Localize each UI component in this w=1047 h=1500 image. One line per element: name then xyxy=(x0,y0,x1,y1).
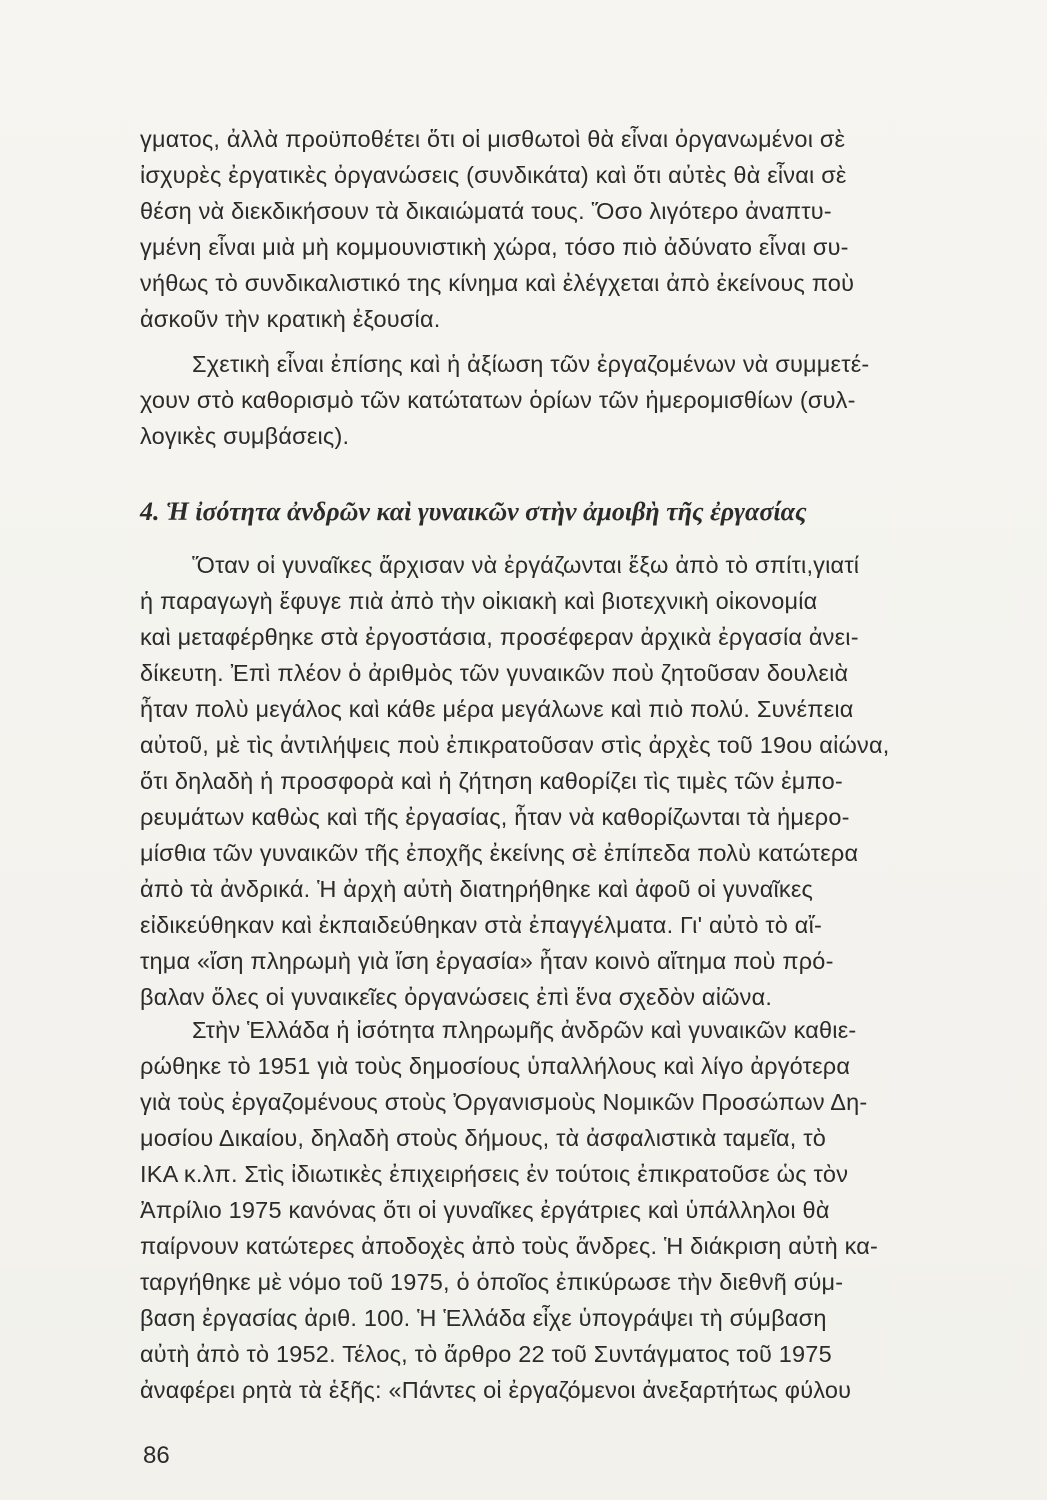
text-line: Στὴν Ἑλλάδα ἡ ἰσότητα πληρωμῆς ἀνδρῶν καὶ γυναικῶν καθιε- xyxy=(192,1017,857,1043)
text-line: ρώθηκε τὸ 1951 γιὰ τοὺς δημοσίους ὑπαλλήλους καὶ λίγο ἀργότερα xyxy=(140,1053,851,1079)
text-line: γματος, ἀλλὰ προϋποθέτει ὅτι οἱ μισθωτοὶ θὰ εἶναι ὀργανωμένοι σὲ xyxy=(140,126,846,152)
text-line: ἦταν πολὺ μεγάλος καὶ κάθε μέρα μεγάλωνε καὶ πιὸ πολύ. Συνέπεια xyxy=(140,696,854,722)
text-line: δίκευτη. Ἐπὶ πλέον ὁ ἀριθμὸς τῶν γυναικῶν ποὺ ζητοῦσαν δουλειὰ xyxy=(140,660,849,686)
text-line: Ἀπρίλιο 1975 κανόνας ὅτι οἱ γυναῖκες ἐργάτριες καὶ ὑπάλληλοι θὰ xyxy=(140,1197,830,1223)
text-line: Ὅταν οἱ γυναῖκες ἄρχισαν νὰ ἐργάζωνται ἔξω ἀπὸ τὸ σπίτι,γιατί xyxy=(192,552,860,578)
text-line: ρευμάτων καθὼς καὶ τῆς ἐργασίας, ἦταν νὰ καθορίζωνται τὰ ἡμερο- xyxy=(140,804,850,830)
text-line: ἡ παραγωγὴ ἔφυγε πιὰ ἀπὸ τὴν οἰκιακὴ καὶ βιοτεχνικὴ οἰκονομία xyxy=(140,588,818,614)
text-line: γιὰ τοὺς ἐργαζομένους στοὺς Ὀργανισμοὺς Νομικῶν Προσώπων Δη- xyxy=(140,1089,868,1115)
text-line: παίρνουν κατώτερες ἀποδοχὲς ἀπὸ τοὺς ἄνδρες. Ἡ διάκριση αὐτὴ κα- xyxy=(140,1233,879,1259)
text-line: μίσθια τῶν γυναικῶν τῆς ἐποχῆς ἐκείνης σὲ ἐπίπεδα πολὺ κατώτερα xyxy=(140,840,859,866)
paragraph-2 xyxy=(140,346,1010,454)
paragraph-3 xyxy=(140,547,1010,1015)
text-line: τημα «ἴση πληρωμὴ γιὰ ἴση ἐργασία» ἦταν κοινὸ αἴτημα ποὺ πρό- xyxy=(140,948,834,974)
text-line: χουν στὸ καθορισμὸ τῶν κατώτατων ὁρίων τῶν ἡμερομισθίων (συλ- xyxy=(140,387,856,413)
paragraph-4 xyxy=(140,1012,1010,1408)
text-line: θέση νὰ διεκδικήσουν τὰ δικαιώματά τους. Ὅσο λιγότερο ἀναπτυ- xyxy=(140,198,832,224)
text-line: ἀσκοῦν τὴν κρατικὴ ἐξουσία. xyxy=(140,306,441,332)
text-line: καὶ μεταφέρθηκε στὰ ἐργοστάσια, προσέφεραν ἀρχικὰ ἐργασία ἀνει- xyxy=(140,624,859,650)
paragraph-1 xyxy=(140,121,1010,337)
text-line: Σχετικὴ εἶναι ἐπίσης καὶ ἡ ἀξίωση τῶν ἐργαζομένων νὰ συμμετέ- xyxy=(192,351,870,377)
page-number: 86 xyxy=(143,1442,170,1469)
text-line: ΙΚΑ κ.λπ. Στὶς ἰδιωτικὲς ἐπιχειρήσεις ἐν τούτοις ἐπικρατοῦσε ὡς τὸν xyxy=(140,1161,849,1187)
text-line: νήθως τὸ συνδικαλιστικό της κίνημα καὶ ἐλέγχεται ἀπὸ ἐκείνους ποὺ xyxy=(140,270,855,296)
text-line: ἰσχυρὲς ἐργατικὲς ὀργανώσεις (συνδικάτα) καὶ ὅτι αὐτὲς θὰ εἶναι σὲ xyxy=(140,162,847,188)
text-line: αὐτοῦ, μὲ τὶς ἀντιλήψεις ποὺ ἐπικρατοῦσαν στὶς ἀρχὲς τοῦ 19ου αἰώνα, xyxy=(140,732,890,758)
text-line: λογικὲς συμβάσεις). xyxy=(140,423,350,449)
text-line: ἀναφέρει ρητὰ τὰ ἑξῆς: «Πάντες οἱ ἐργαζόμενοι ἀνεξαρτήτως φύλου xyxy=(140,1377,852,1403)
section-heading: 4. Ἡ ἰσότητα ἀνδρῶν καὶ γυναικῶν στὴν ἀμοιβὴ τῆς ἐργασίας xyxy=(140,497,807,526)
text-line: ἀπὸ τὰ ἀνδρικά. Ἡ ἀρχὴ αὐτὴ διατηρήθηκε καὶ ἀφοῦ οἱ γυναῖκες xyxy=(140,876,814,902)
text-line: ταργήθηκε μὲ νόμο τοῦ 1975, ὁ ὁποῖος ἐπικύρωσε τὴν διεθνῆ σύμ- xyxy=(140,1269,844,1295)
text-line: γμένη εἶναι μιὰ μὴ κομμουνιστικὴ χώρα, τόσο πιὸ ἀδύνατο εἶναι συ- xyxy=(140,234,849,260)
text-line: βαση ἐργασίας ἀριθ. 100. Ἡ Ἑλλάδα εἶχε ὑπογράψει τὴ σύμβαση xyxy=(140,1305,827,1331)
text-line: βαλαν ὅλες οἱ γυναικεῖες ὀργανώσεις ἐπὶ ἕνα σχεδὸν αἰῶνα. xyxy=(140,984,773,1010)
text-line: μοσίου Δικαίου, δηλαδὴ στοὺς δήμους, τὰ ἀσφαλιστικὰ ταμεῖα, τὸ xyxy=(140,1125,827,1151)
text-line: ὅτι δηλαδὴ ἡ προσφορὰ καὶ ἡ ζήτηση καθορίζει τὶς τιμὲς τῶν ἐμπο- xyxy=(140,768,843,794)
text-line: αὐτὴ ἀπὸ τὸ 1952. Τέλος, τὸ ἄρθρο 22 τοῦ Συντάγματος τοῦ 1975 xyxy=(140,1341,832,1367)
text-line: εἰδικεύθηκαν καὶ ἐκπαιδεύθηκαν στὰ ἐπαγγέλματα. Γι' αὐτὸ τὸ αἴ- xyxy=(140,912,823,938)
